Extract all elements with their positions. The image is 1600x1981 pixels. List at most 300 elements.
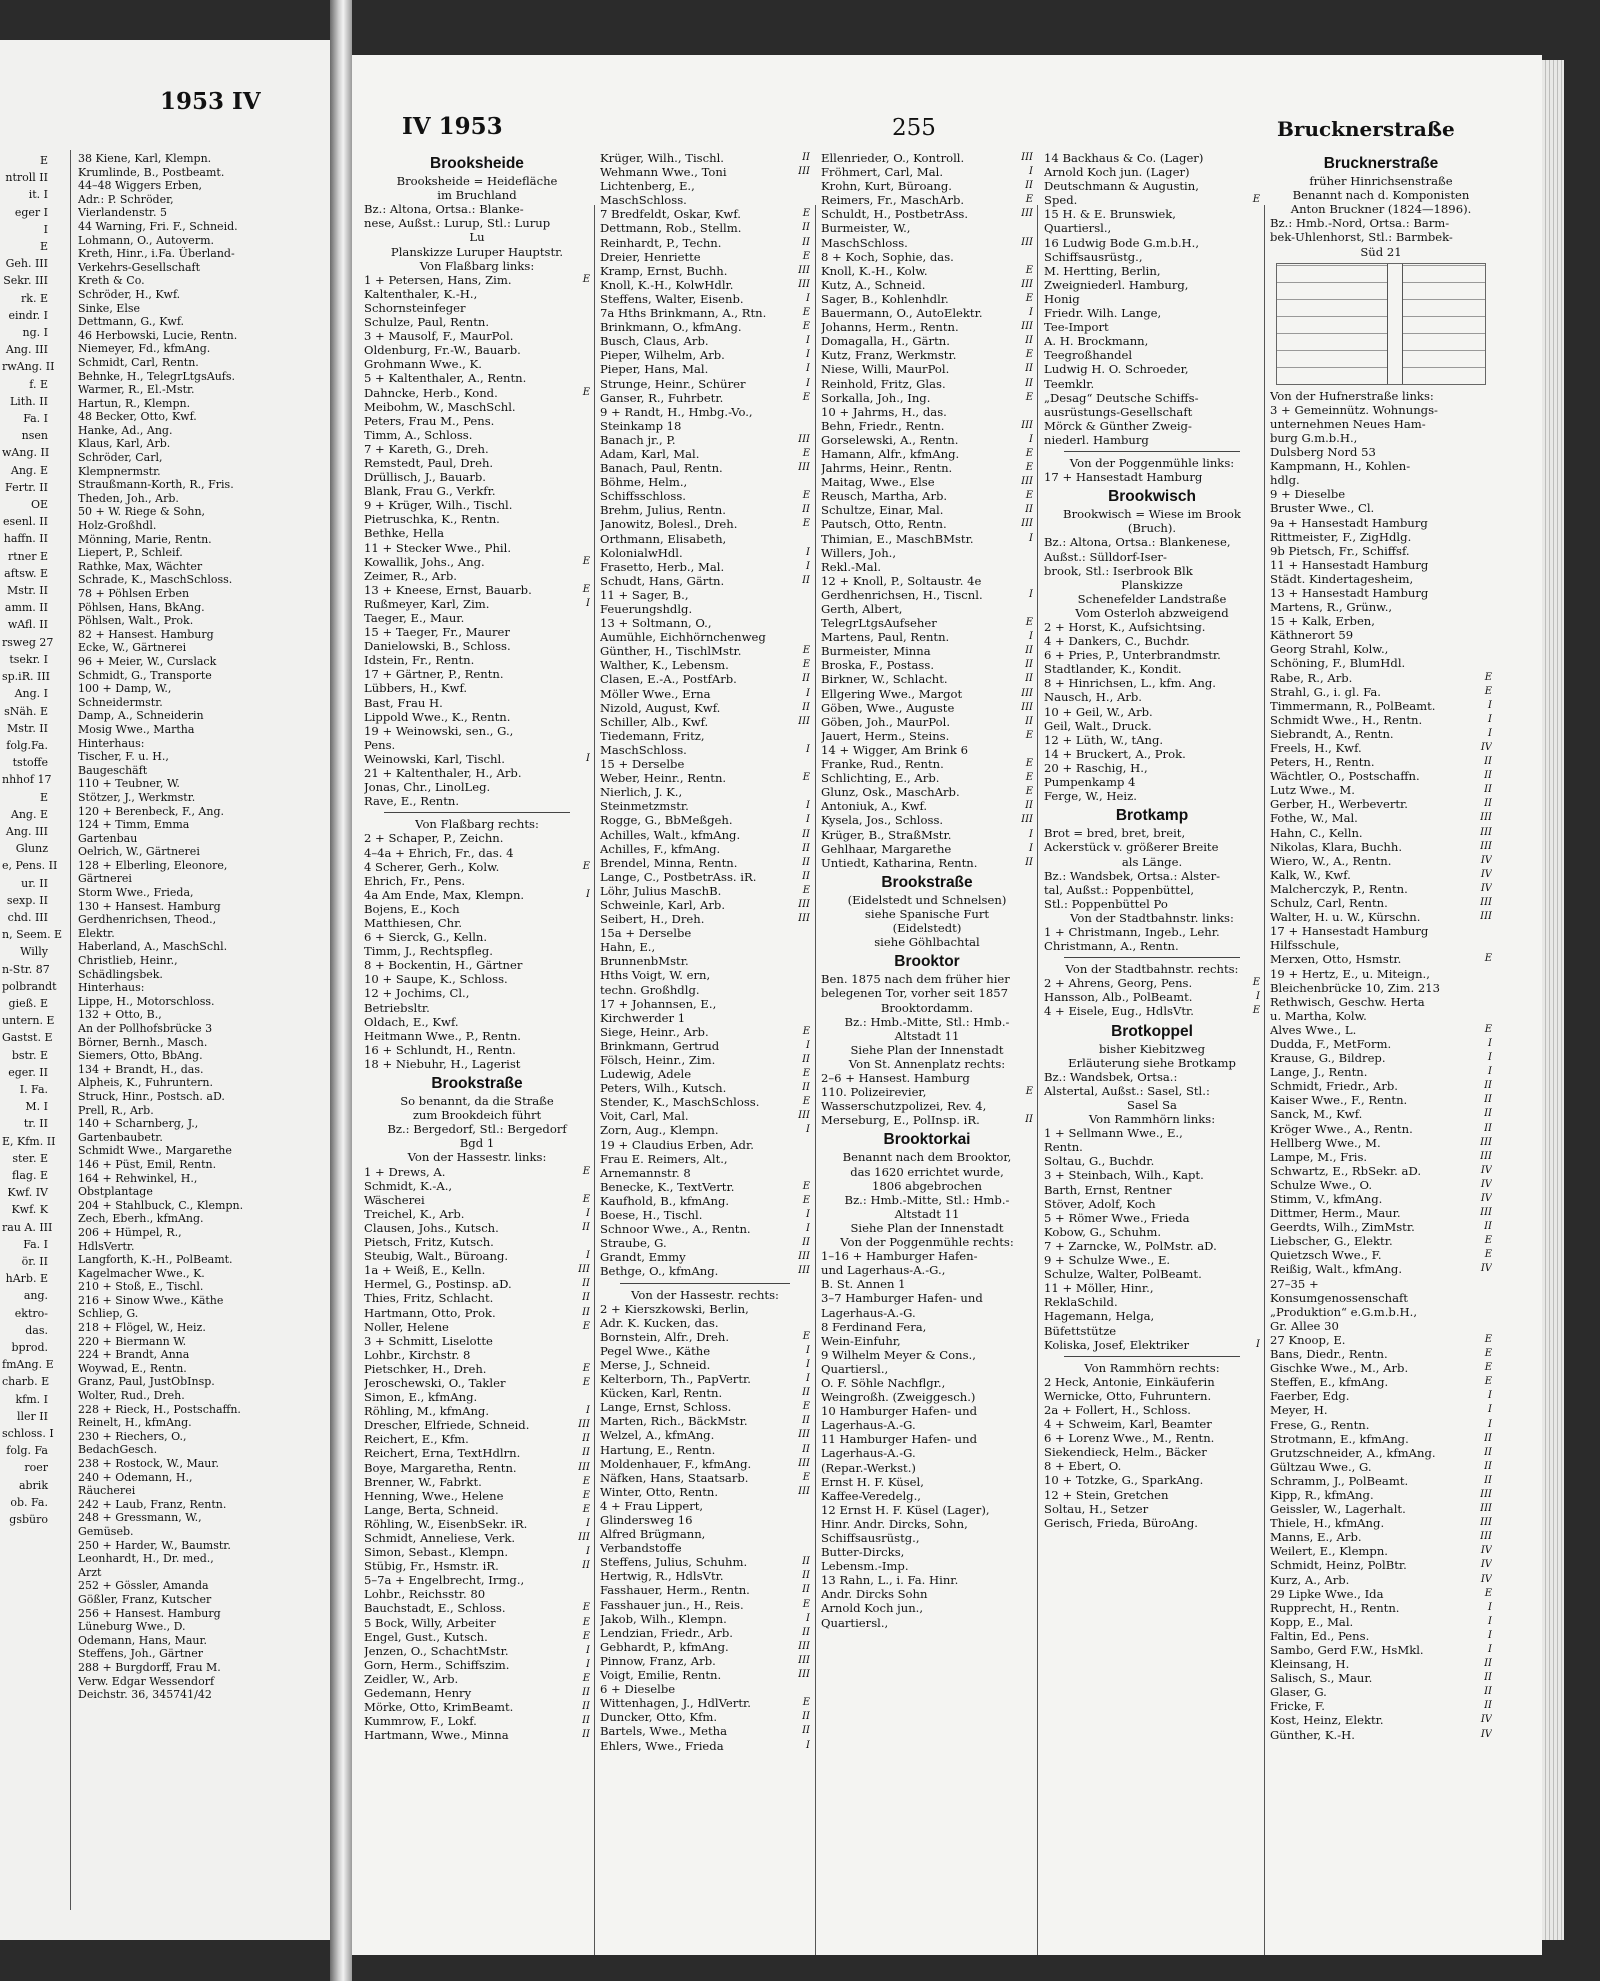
entry-text: Oldenburg, Fr.-W., Bauarb.	[364, 343, 521, 358]
directory-entry	[1044, 419, 1260, 433]
directory-entry	[600, 1485, 810, 1499]
edge-fragment: ektro-	[14, 1306, 48, 1320]
directory-entry: Stötzer, J., Werkmstr.	[78, 790, 196, 804]
directory-entry	[821, 1390, 1033, 1404]
directory-entry	[1270, 882, 1492, 896]
edge-fragment: sp.iR. III	[2, 670, 51, 684]
directory-entry: 132 + Otto, B.,	[78, 1008, 162, 1022]
entry-text: 5 Bock, Willy, Arbeiter	[364, 1615, 496, 1630]
floor-marker: III	[1480, 1517, 1492, 1529]
floor-marker: E	[802, 391, 810, 403]
entry-text: Hths Voigt, W. ern,	[600, 968, 711, 983]
entry-text: MaschSchloss.	[600, 193, 687, 208]
directory-entry	[600, 1222, 810, 1236]
floor-marker: II	[1025, 715, 1033, 727]
directory-entry	[600, 954, 810, 968]
entry-text: Jauert, Herm., Steins.	[821, 728, 950, 743]
entry-text: Reusch, Martha, Arb.	[821, 489, 948, 504]
edge-fragment: schloss. I	[2, 1427, 54, 1441]
floor-marker: I	[1488, 1629, 1492, 1641]
directory-entry: Damp, A., Schneiderin	[78, 709, 204, 723]
floor-marker: II	[1484, 1122, 1492, 1134]
floor-marker: II	[802, 842, 810, 854]
floor-marker: III	[1021, 321, 1033, 333]
directory-entry	[1044, 747, 1260, 761]
street-note: Von Flaßbarg links:	[419, 258, 535, 273]
directory-entry: 220 + Biermann W.	[78, 1334, 187, 1348]
directory-entry	[1270, 1488, 1492, 1502]
directory-entry: 216 + Sinow Wwe., Käthe	[78, 1293, 224, 1307]
directory-entry: 240 + Odemann, H.,	[78, 1470, 193, 1484]
directory-entry: Schmidt Wwe., Margarethe	[78, 1144, 232, 1158]
directory-entry	[1270, 699, 1492, 713]
entry-text: Bojens, E., Koch	[364, 901, 460, 916]
street-heading: Brucknerstraße	[1323, 155, 1439, 172]
directory-entry: Klaus, Karl, Arb.	[78, 437, 171, 451]
directory-entry	[1270, 1107, 1492, 1121]
directory-entry	[600, 757, 810, 771]
entry-text: 11 + Hansestadt Hamburg	[1270, 557, 1429, 572]
entry-text: Lampe, M., Fris.	[1270, 1149, 1368, 1164]
entry-text: Frasetto, Herb., Mal.	[600, 559, 725, 574]
directory-entry	[600, 856, 810, 870]
entry-text: Banach, Paul, Rentn.	[600, 461, 723, 476]
directory-entry	[364, 1461, 590, 1475]
entry-text: 9 + Randt, H., Hmbg.-Vo.,	[600, 404, 753, 419]
directory-entry	[1270, 1516, 1492, 1530]
directory-entry: Tischer, F. u. H.,	[78, 750, 169, 764]
directory-entry	[600, 532, 810, 546]
entry-text: Gerdhenrichsen, H., Tiscnl.	[821, 587, 983, 602]
floor-marker: III	[1021, 278, 1033, 290]
directory-entry	[1270, 600, 1492, 614]
street-note: Anton Bruckner (1824—1896).	[1290, 202, 1472, 217]
directory-entry	[821, 264, 1033, 278]
floor-marker: II	[1484, 1672, 1492, 1684]
entry-text: Simon, E., kfmAng.	[364, 1390, 478, 1405]
entry-text: Clausen, Johs., Kutsch.	[364, 1220, 499, 1235]
directory-entry	[600, 236, 810, 250]
floor-marker: III	[1021, 419, 1033, 431]
edge-fragment: Ang. I	[14, 687, 48, 701]
entry-text: belegenen Tor, vorher seit 1857	[821, 986, 1009, 1001]
directory-entry	[600, 1414, 810, 1428]
entry-text: O. F. Söhle Nachflgr.,	[821, 1375, 946, 1390]
floor-marker: I	[586, 1517, 590, 1529]
floor-marker: I	[586, 752, 590, 764]
entry-text: Bauermann, O., AutoElektr.	[821, 306, 983, 321]
directory-entry: Rathke, Max, Wächter	[78, 559, 203, 573]
directory-entry: Kreth & Co.	[78, 274, 145, 288]
directory-entry	[1270, 656, 1492, 670]
directory-entry	[364, 972, 590, 986]
floor-marker: III	[1480, 1531, 1492, 1543]
directory-entry	[821, 602, 1033, 616]
edge-fragment: E	[39, 240, 48, 254]
entry-text: Ganser, R., Fuhrbetr.	[600, 390, 724, 405]
directory-entry	[1270, 1150, 1492, 1164]
directory-entry	[364, 1418, 590, 1432]
entry-text: Manns, E., Arb.	[1270, 1530, 1362, 1545]
entry-text: BrunnenbMstr.	[600, 954, 689, 969]
directory-entry	[364, 611, 590, 625]
floor-marker: III	[1021, 814, 1033, 826]
floor-marker: E	[582, 1602, 590, 1614]
directory-entry: 96 + Meier, W., Curslack	[78, 654, 217, 668]
directory-entry	[600, 320, 810, 334]
directory-entry	[1270, 1657, 1492, 1671]
directory-entry	[1270, 431, 1492, 445]
entry-text: Ehlers, Wwe., Frieda	[600, 1738, 724, 1753]
entry-text: Sanck, M., Kwf.	[1270, 1107, 1363, 1122]
entry-text: Feuerungshdlg.	[600, 602, 693, 616]
directory-entry	[1044, 1070, 1260, 1084]
edge-fragment: Fertr. II	[5, 480, 48, 494]
street-heading: Brooksheide	[430, 155, 524, 172]
directory-entry	[821, 1249, 1033, 1263]
edge-fragment: e, Pens. II	[2, 859, 58, 873]
directory-entry: Hanke, Ad., Ang.	[78, 423, 173, 437]
floor-marker: I	[1029, 631, 1033, 643]
directory-entry	[1270, 1699, 1492, 1713]
directory-entry: 100 + Damp, W.,	[78, 682, 172, 696]
directory-entry	[364, 1503, 590, 1517]
directory-entry: Christlieb, Heinr.,	[78, 954, 178, 968]
entry-text: Lichtenberg, E.,	[600, 179, 695, 194]
entry-text: brook, Stl.: Iserbrook Blk	[1044, 563, 1193, 578]
entry-text: Broska, F., Postass.	[821, 658, 935, 673]
directory-entry	[821, 1461, 1033, 1475]
directory-entry: 238 + Rostock, W., Maur.	[78, 1457, 219, 1470]
floor-marker: II	[1025, 673, 1033, 685]
directory-entry	[364, 569, 590, 583]
floor-marker: E	[582, 1503, 590, 1515]
entry-text: 5 + Römer Wwe., Frieda	[1044, 1210, 1190, 1225]
directory-entry	[1270, 403, 1492, 417]
directory-column-2	[600, 151, 810, 1753]
entry-text: Arnold Koch jun.,	[821, 1601, 924, 1616]
floor-marker: II	[582, 1560, 590, 1572]
entry-text: 29 Lipke Wwe., Ida	[1270, 1586, 1384, 1601]
directory-entry	[364, 738, 590, 752]
entry-text: 10 + Geil, W., Arb.	[1044, 704, 1153, 719]
street-note: Bz.: Bergedorf, Stl.: Bergedorf	[387, 1122, 567, 1137]
directory-entry	[1270, 1079, 1492, 1093]
directory-entry	[1270, 445, 1492, 459]
street-note: (Eidelstedt)	[892, 921, 962, 936]
entry-text: Fölsch, Heinr., Zim.	[600, 1053, 716, 1067]
directory-entry	[600, 475, 810, 489]
entry-text: unternehmen Neues Ham-	[1270, 416, 1426, 431]
entry-text: Städt. Kindertagesheim,	[1270, 571, 1414, 586]
floor-marker: I	[586, 1250, 590, 1262]
directory-entry	[1044, 1445, 1260, 1459]
directory-entry	[600, 574, 810, 588]
entry-text: Boye, Margaretha, Rentn.	[364, 1460, 517, 1475]
street-note: Planskizze	[1121, 577, 1183, 592]
directory-entry	[600, 1358, 810, 1372]
floor-marker: E	[1025, 194, 1033, 206]
street-note: siehe Göhlbachtal	[874, 935, 980, 950]
directory-entry	[821, 320, 1033, 334]
directory-entry	[600, 560, 810, 574]
directory-entry	[364, 1001, 590, 1015]
entry-text: 12 + Stein, Gretchen	[1044, 1487, 1169, 1502]
entry-text: 17 + Hansestadt Hamburg	[1270, 924, 1429, 939]
entry-text: Geil, Walt., Druck.	[1044, 718, 1152, 733]
directory-entry: Siemers, Otto, BbAng.	[78, 1049, 203, 1063]
directory-entry	[364, 625, 590, 639]
directory-entry	[364, 1277, 590, 1291]
entry-text: 9b Pietsch, Fr., Schiffsf.	[1270, 543, 1410, 558]
directory-entry	[364, 1320, 590, 1334]
entry-text: Strotmann, E., kfmAng.	[1270, 1431, 1409, 1446]
entry-text: 17 + Johannsen, E.,	[600, 996, 717, 1011]
street-note: (Bruch).	[1127, 521, 1177, 536]
floor-marker: E	[1484, 1362, 1492, 1374]
directory-entry	[600, 221, 810, 235]
entry-text: Frau E. Reimers, Alt.,	[600, 1151, 728, 1166]
entry-text: Straube, G.	[600, 1236, 667, 1251]
floor-marker: III	[1021, 208, 1033, 220]
entry-text: Idstein, Fr., Rentn.	[364, 653, 475, 668]
entry-text: 13 + Soltmann, O.,	[600, 616, 712, 631]
entry-text: Bz.: Wandsbek, Ortsa.: Alster-	[1044, 868, 1221, 883]
directory-entry	[1044, 165, 1260, 179]
floor-marker: III	[1480, 840, 1492, 852]
entry-text: Ferge, W., Heiz.	[1044, 789, 1137, 804]
directory-entry	[364, 1015, 590, 1029]
edge-fragment: esenl. II	[3, 515, 48, 529]
edge-fragment: polbrandt	[2, 979, 57, 993]
edge-fragment: abrik	[18, 1478, 48, 1492]
entry-text: Brot = bred, bret, breit,	[1044, 826, 1186, 841]
floor-marker: E	[1025, 447, 1033, 459]
entry-text: Rekl.-Mal.	[821, 559, 882, 574]
directory-entry	[1270, 1601, 1492, 1615]
floor-marker: E	[582, 386, 590, 398]
floor-marker: III	[1021, 476, 1033, 488]
entry-text: Brinkmann, Gertrud	[600, 1038, 720, 1053]
entry-text: Bruster Wwe., Cl.	[1270, 501, 1375, 516]
floor-marker: E	[1484, 1333, 1492, 1345]
directory-entry	[1044, 1126, 1260, 1140]
directory-entry	[821, 433, 1033, 447]
floor-marker: E	[1484, 1235, 1492, 1247]
directory-entry	[600, 672, 810, 686]
entry-text: 7 + Zarncke, W., PolMstr. aD.	[1044, 1238, 1217, 1253]
directory-entry	[600, 362, 810, 376]
directory-entry	[821, 701, 1033, 715]
directory-entry: Lippe, H., Motorschloss.	[78, 994, 215, 1008]
directory-entry	[600, 306, 810, 320]
directory-entry	[1270, 1093, 1492, 1107]
entry-text: Faerber, Edg.	[1270, 1389, 1350, 1404]
directory-entry	[1044, 320, 1260, 334]
directory-entry	[364, 1587, 590, 1601]
directory-entry: 230 + Riechers, O.,	[78, 1429, 187, 1443]
entry-text: Oldach, E., Kwf.	[364, 1014, 459, 1029]
directory-entry	[600, 1598, 810, 1612]
directory-entry	[364, 1517, 590, 1531]
floor-marker: II	[802, 856, 810, 868]
edge-fragment: it. I	[28, 188, 48, 202]
directory-column-5	[1270, 151, 1492, 1742]
floor-marker: E	[1025, 1086, 1033, 1098]
street-note: Von Rammhörn rechts:	[1084, 1360, 1220, 1375]
directory-entry	[364, 1700, 590, 1714]
directory-entry	[1044, 1403, 1260, 1417]
entry-text: bek-Uhlenhorst, Stl.: Barmbek-	[1270, 230, 1453, 245]
entry-text: Teegroßhandel	[1044, 348, 1133, 363]
entry-text: Weingroßh. (Zweiggesch.)	[821, 1390, 976, 1405]
directory-entry	[600, 1039, 810, 1053]
entry-text: Treichel, K., Arb.	[364, 1206, 465, 1221]
directory-entry: Mönning, Marie, Rentn.	[78, 532, 212, 546]
street-note: Süd 21	[1360, 244, 1402, 259]
entry-text: Sambo, Gerd F.W., HsMkl.	[1270, 1643, 1424, 1657]
directory-entry	[821, 1531, 1033, 1545]
floor-marker: III	[1021, 152, 1033, 163]
directory-entry	[600, 517, 810, 531]
entry-text: Brendel, Minna, Rentn.	[600, 855, 738, 870]
entry-text: Schiffsschloss.	[600, 489, 686, 504]
entry-text: Alstertal, Außst.: Sasel, Stl.:	[1044, 1083, 1210, 1098]
entry-text: Kaffee-Veredelg.,	[821, 1488, 921, 1503]
directory-entry	[1270, 1164, 1492, 1178]
edge-fragment: flag. E	[12, 1168, 48, 1182]
floor-marker: E	[582, 1376, 590, 1388]
directory-entry	[1270, 1051, 1492, 1065]
directory-entry	[1270, 1389, 1492, 1403]
street-note: Sasel Sa	[1127, 1098, 1177, 1112]
directory-entry	[1044, 179, 1260, 193]
street-note: Von der Poggenmühle rechts:	[840, 1235, 1014, 1250]
directory-entry	[600, 602, 810, 616]
directory-entry	[600, 419, 810, 433]
directory-entry	[821, 785, 1033, 799]
directory-entry	[821, 221, 1033, 235]
floor-marker: II	[1484, 798, 1492, 810]
directory-entry	[1044, 250, 1260, 264]
floor-marker: E	[802, 1598, 810, 1610]
floor-marker: E	[802, 1068, 810, 1080]
entry-text: Birkner, W., Schlacht.	[821, 672, 948, 687]
edge-fragment: bstr. E	[11, 1048, 48, 1062]
directory-entry	[364, 301, 590, 315]
floor-marker: E	[802, 490, 810, 502]
directory-entry	[1044, 648, 1260, 662]
entry-text: ausrüstungs-Gesellschaft	[1044, 404, 1193, 419]
entry-text: Jeroschewski, O., Takler	[364, 1375, 506, 1390]
entry-text: Walter, H. u. W., Kürschn.	[1270, 910, 1421, 925]
edge-fragment: sNäh. E	[4, 704, 48, 718]
floor-marker: E	[582, 1165, 590, 1177]
directory-entry	[600, 1109, 810, 1123]
edge-fragment: eindr. I	[8, 308, 48, 322]
directory-entry	[1270, 1305, 1492, 1319]
street-note: Bz.: Hmb.-Mitte, Stl.: Hmb.-	[844, 1192, 1010, 1207]
entry-text: KolonialwHdl.	[600, 545, 683, 560]
entry-text: Wernicke, Otto, Fuhruntern.	[1044, 1388, 1212, 1403]
floor-marker: E	[1484, 685, 1492, 697]
directory-entry	[1044, 151, 1260, 165]
entry-text: Schudt, Hans, Gärtn.	[600, 573, 725, 588]
directory-entry	[1044, 1516, 1260, 1530]
entry-text: Hahn, E.,	[600, 940, 656, 955]
directory-entry: Struck, Hinr., Postsch. aD.	[78, 1089, 225, 1103]
entry-text: Quietzsch Wwe., F.	[1270, 1248, 1382, 1263]
floor-marker: II	[1025, 180, 1033, 192]
edge-fragment: rtner E	[7, 549, 48, 563]
entry-text: Ehrich, Fr., Pens.	[364, 873, 466, 888]
floor-marker: I	[586, 1207, 590, 1219]
directory-entry	[600, 898, 810, 912]
entry-text: Lohbr., Reichsstr. 80	[364, 1587, 486, 1602]
directory-entry: Baugeschäft	[78, 763, 148, 777]
directory-entry	[600, 983, 810, 997]
entry-text: Hilfsschule,	[1270, 938, 1340, 953]
floor-marker: E	[1252, 194, 1260, 206]
floor-marker: E	[802, 1330, 810, 1342]
entry-text: Teemklr.	[1044, 376, 1095, 391]
entry-text: 15 H. & E. Brunswiek,	[1044, 207, 1176, 222]
floor-marker: E	[1484, 1587, 1492, 1599]
floor-marker: III	[578, 1419, 590, 1431]
directory-entry	[1044, 535, 1260, 549]
directory-entry	[364, 1658, 590, 1672]
entry-text: Krause, G., Bildrep.	[1270, 1051, 1386, 1066]
floor-marker: IV	[1480, 1545, 1492, 1557]
directory-entry: 164 + Rehwinkel, H.,	[78, 1171, 198, 1185]
entry-text: Lohbr., Kirchstr. 8	[364, 1347, 471, 1362]
directory-entry: 128 + Elberling, Eleonore,	[78, 858, 228, 872]
entry-text: Schulze, Paul, Rentn.	[364, 315, 490, 330]
floor-marker: II	[802, 504, 810, 516]
street-note: Bgd 1	[459, 1136, 495, 1151]
directory-entry	[821, 165, 1033, 179]
entry-text: Gültzau Wwe., G.	[1270, 1459, 1372, 1474]
floor-marker: I	[586, 1644, 590, 1656]
directory-entry	[364, 766, 590, 780]
directory-entry	[821, 1517, 1033, 1531]
entry-text: Rethwisch, Geschw. Herta	[1270, 994, 1425, 1009]
directory-entry	[600, 1053, 810, 1067]
entry-text: Honig	[1044, 291, 1080, 306]
directory-entry	[1270, 1446, 1492, 1460]
floor-marker: E	[1484, 1348, 1492, 1360]
entry-text: Pumpenkamp 4	[1044, 775, 1136, 790]
entry-text: Burmeister, Minna	[821, 644, 931, 659]
directory-entry	[600, 165, 810, 179]
directory-entry	[1270, 840, 1492, 854]
directory-entry	[1044, 1431, 1260, 1445]
directory-entry: 46 Herbowski, Lucie, Rentn.	[78, 328, 238, 342]
entry-text: Andr. Dircks Sohn	[821, 1587, 928, 1602]
directory-entry	[600, 1513, 810, 1527]
directory-entry: Schröder, H., Kwf.	[78, 287, 181, 301]
edge-fragment: ang.	[23, 1289, 48, 1303]
directory-entry	[821, 1306, 1033, 1320]
entry-text: 7 Bredfeldt, Oskar, Kwf.	[600, 207, 741, 222]
floor-marker: III	[1021, 687, 1033, 699]
entry-text: Ellgering Wwe., Margot	[821, 686, 963, 701]
entry-text: M. Hertting, Berlin,	[1044, 263, 1161, 278]
directory-entry: Holz-Großhdl.	[78, 519, 157, 533]
directory-entry: Zech, Eberh., kfmAng.	[78, 1212, 204, 1226]
directory-entry	[364, 273, 590, 287]
directory-entry	[1270, 924, 1492, 938]
